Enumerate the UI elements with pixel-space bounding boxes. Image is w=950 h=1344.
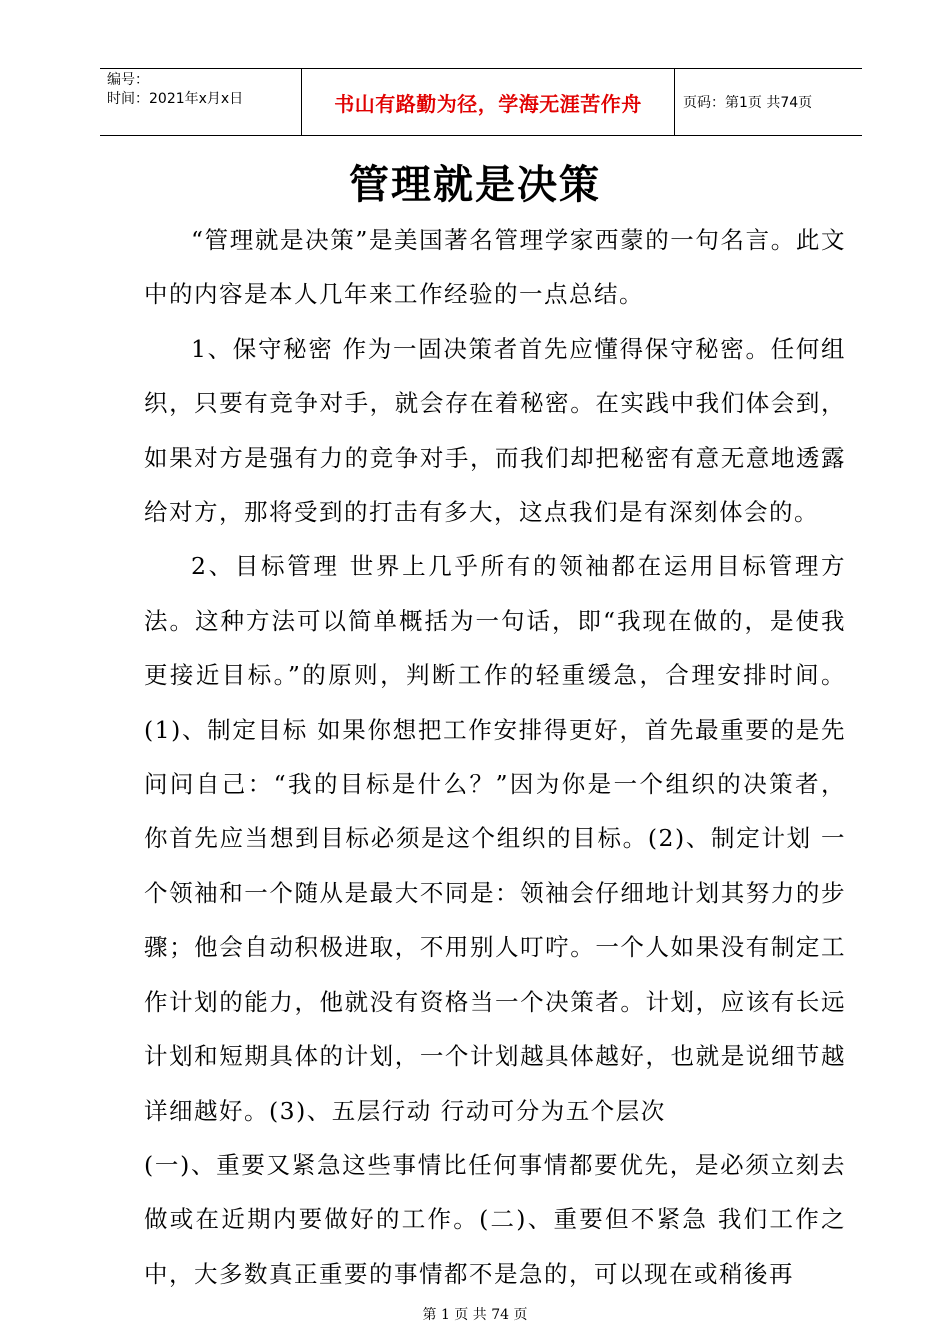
header-motto: 书山有路勤为径，学海无涯苦作舟	[302, 69, 675, 135]
header-page-info: 页码：第1页 共74页	[683, 95, 813, 111]
page-footer: 第 1 页 共 74 页	[422, 1307, 528, 1323]
document-number-label: 编号：	[107, 72, 149, 88]
document-time-label: 时间：2021年x月x日	[107, 91, 244, 107]
document-body	[144, 213, 846, 1301]
paragraph-action-levels: (一)、重要又紧急这些事情比任何事情都要优先，是必须立刻去做或在近期内要做好的工作。(二)、重要但不紧急 我们工作之中，大多数真正重要的事情都不是急的，可以现在或稍後再	[144, 1150, 846, 1288]
header-meta	[100, 69, 302, 135]
paragraph-goal-management: 2、目标管理 世界上几乎所有的领袖都在运用目标管理方法。这种方法可以简单概括为一句话，即“我现在做的，是使我更接近目标。”的原则，判断工作的轻重缓急，合理安排时间。(1)、制定目标 如果你想把工作安排得更好，首先最重要的是先问问自己：“我的目标是什么？”因为你是一个组织的决策者，你首先应当想到目标必须是这个组织的目标。(2)、制定计划 一个领袖和一个随从是最大不同是：领袖会仔细地计划其努力的步骤；他会自动积极进取，不用别人叮咛。一个人如果没有制定工作计划的能力，他就没有资格当一个决策者。计划，应该有长远计划和短期具体的计划，一个计划越具体越好，也就是说细节越详细越好。(3)、五层行动 行动可分为五个层次	[144, 552, 846, 1125]
paragraph-keep-secrets: 1、保守秘密 作为一固决策者首先应懂得保守秘密。任何组织，只要有竞争对手，就会存在着秘密。在实践中我们体会到，如果对方是强有力的竞争对手，而我们却把秘密有意无意地透露给对方，那将受到的打击有多大，这点我们是有深刻体会的。	[144, 334, 846, 527]
paragraph-intro: “管理就是决策”是美国著名管理学家西蒙的一句名言。此文中的内容是本人几年来工作经验的一点总结。	[144, 226, 846, 309]
page-header	[100, 68, 862, 136]
document-title: 管理就是决策	[349, 161, 601, 208]
